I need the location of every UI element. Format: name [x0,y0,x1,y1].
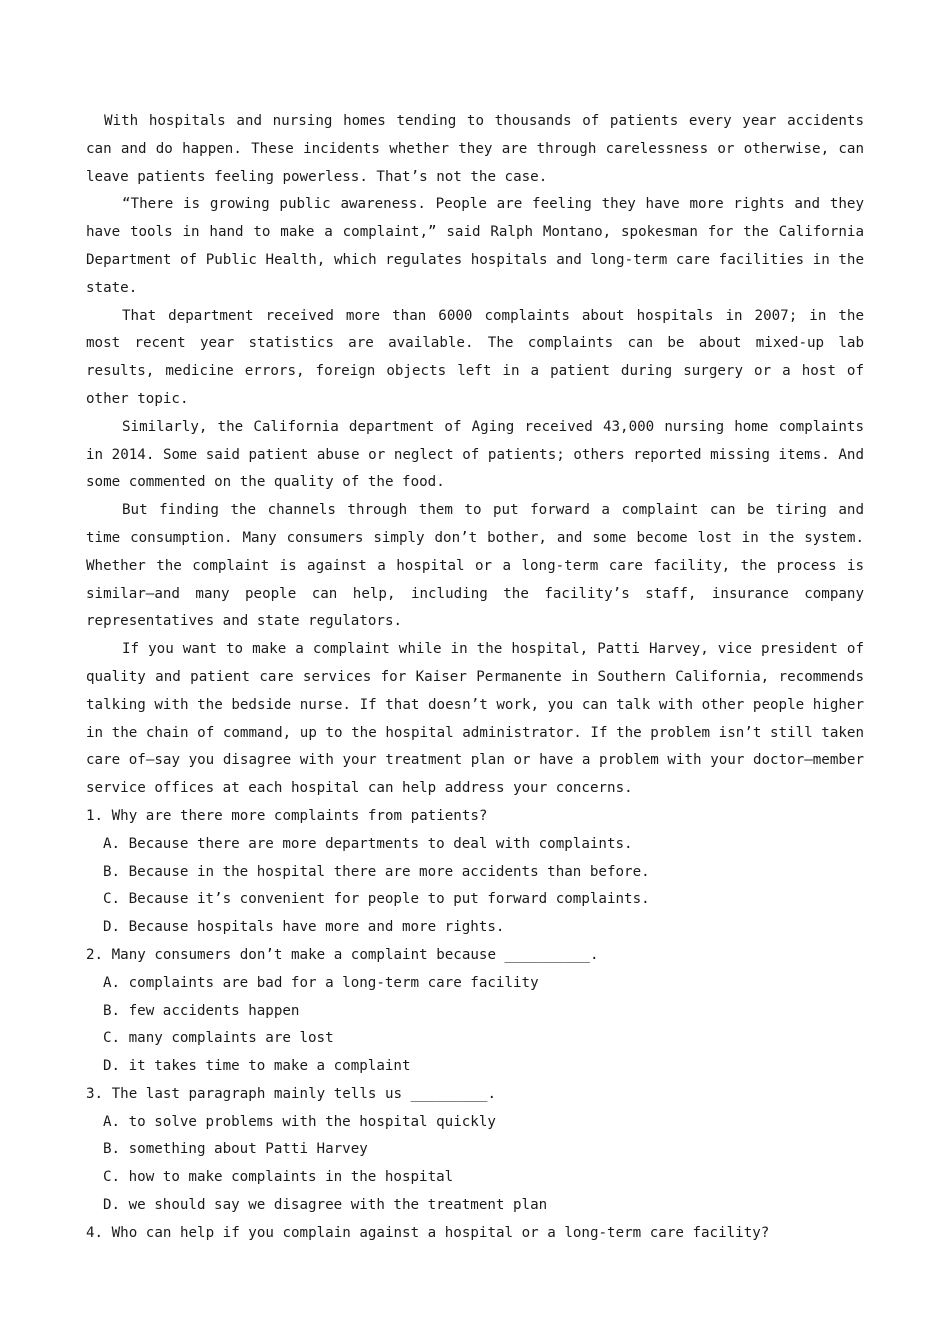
passage-paragraph-5: But finding the channels through them to put forward a complaint can be tiring and time consumption. Many consumers simply don’t bother, and some become lost in the system. Whether the complaint is against a hospital or a long-term care facility, the process is similar—and many people can help, including the facility’s staff, insurance company representatives and state regulators. [86,502,864,630]
question-stem: 1. Why are there more complaints from patients? [86,807,488,824]
passage-paragraph-1: With hospitals and nursing homes tending to thousands of patients every year accidents can and do happen. These incidents whether they are through carelessness or otherwise, can leave patients feeling powerless. That’s not the case. [86,113,864,185]
question-stem: 4. Who can help if you complain against a hospital or a long-term care facility? [86,1224,770,1241]
passage-paragraph-4: Similarly, the California department of Aging received 43,000 nursing home complaints in 2014. Some said patient abuse or neglect of patients; others reported missing items. And some commented on the quality of the food. [86,418,864,491]
question-2-option-d: D. it takes time to make a complaint [103,1058,411,1075]
passage-paragraph-3: That department received more than 6000 complaints about hospitals in 2007; in the most recent year statistics are available. The complaints can be about mixed-up lab results, medicine errors, foreign objects left in a patient during surgery or a host of other topic. [86,307,864,407]
question-stem: 2. Many consumers don’t make a complaint because __________. [86,946,599,963]
question-2-option-c: C. many complaints are lost [103,1030,334,1047]
question-1-option-c: C. Because it’s convenient for people to put forward complaints. [103,891,650,908]
document-page [86,108,864,1248]
question-1 [86,803,864,942]
question-3-option-d: D. we should say we disagree with the treatment plan [103,1197,548,1214]
question-2 [86,942,864,1081]
question-2-option-b: B. few accidents happen [103,1002,300,1019]
question-3-option-a: A. to solve problems with the hospital quickly [103,1113,496,1130]
question-3 [86,1081,864,1220]
passage-paragraph-6: If you want to make a complaint while in the hospital, Patti Harvey, vice president of quality and patient care services for Kaiser Permanente in Southern California, recommends talking with the bedside nurse. If that doesn’t work, you can talk with other people higher in the chain of command, up to the hospital administrator. If the problem isn’t still taken care of—say you disagree with your treatment plan or have a problem with your doctor—member service offices at each hospital can help address your concerns. [86,641,864,797]
question-1-option-a: A. Because there are more departments to deal with complaints. [103,835,633,852]
question-stem: 3. The last paragraph mainly tells us _________. [86,1085,496,1102]
question-2-option-a: A. complaints are bad for a long-term care facility [103,974,539,991]
question-3-option-c: C. how to make complaints in the hospital [103,1169,454,1186]
question-3-option-b: B. something about Patti Harvey [103,1141,368,1158]
question-1-option-b: B. Because in the hospital there are more accidents than before. [103,863,650,880]
passage [86,108,864,803]
passage-paragraph-2: “There is growing public awareness. People are feeling they have more rights and they have tools in hand to make a complaint,” said Ralph Montano, spokesman for the California Department of Public Health, which regulates hospitals and long-term care facilities in the state. [86,196,864,296]
question-4 [86,1220,864,1248]
question-1-option-d: D. Because hospitals have more and more rights. [103,919,505,936]
